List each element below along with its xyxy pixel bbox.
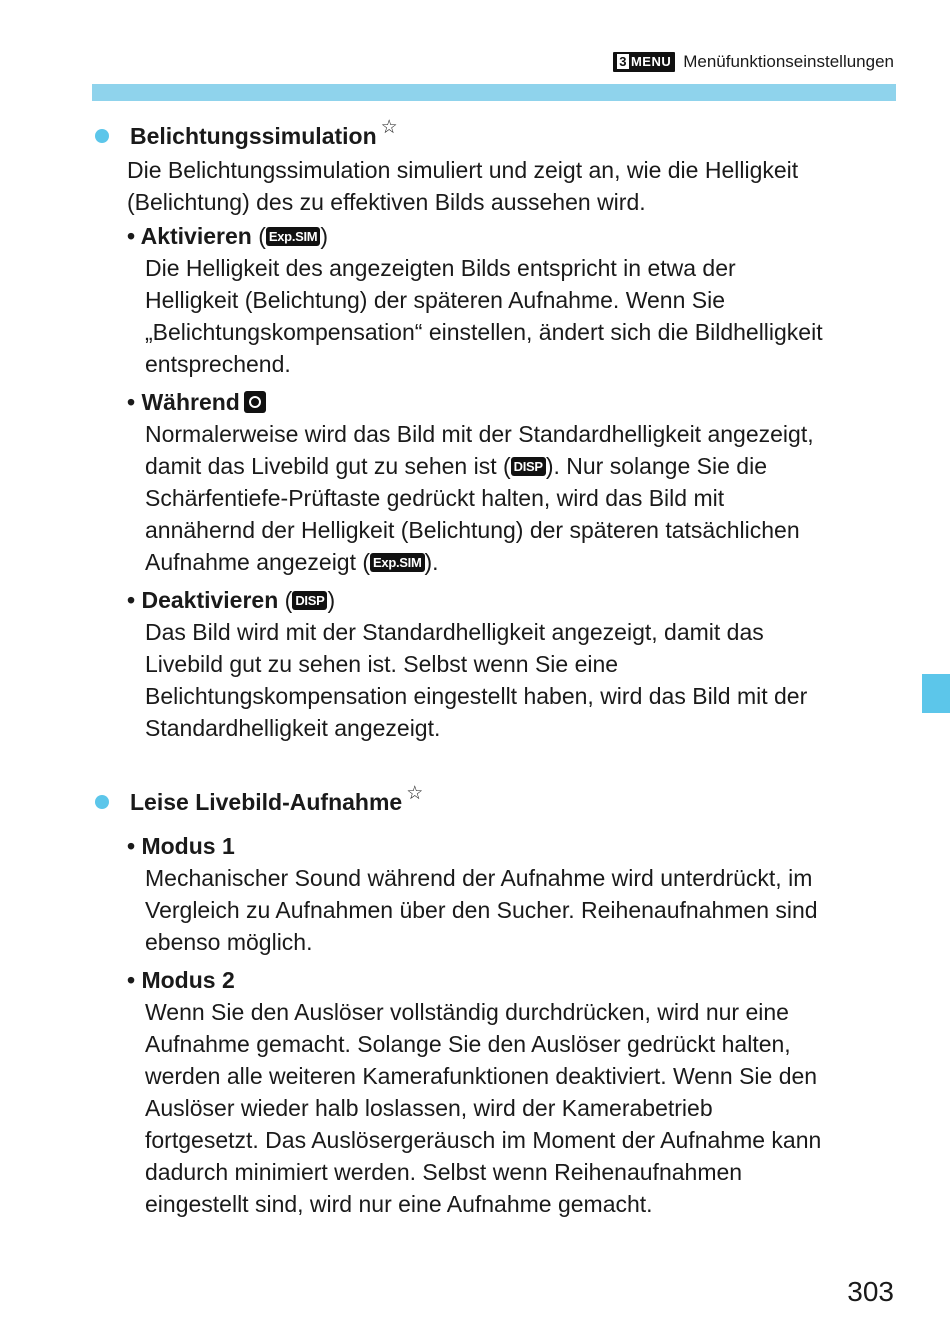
option-disable-text: Das Bild wird mit der Standardhelligkeit angezeigt, damit das Livebild gut zu sehen ist. Selbst wenn Sie eine Belichtungskompensation eingestellt haben, wird das Bild mit der Standardhelligkeit angezeigt. [145,619,808,741]
exp-sim-icon: Exp.SIM [266,227,320,246]
page-number: 303 [847,1276,894,1307]
option-mode-2-text: Wenn Sie den Auslöser vollständig durchdrücken, wird nur eine Aufnahme gemacht. Solange Sie den Auslöser gedrückt halten, werden alle weiteren Kamerafunktionen deaktiviert. Wenn Sie den Auslöser wieder halb loslassen, wird der Kamerabetrieb fortgesetzt. Das Auslösergeräusch im Moment der Aufnahme kann dadurch minimiert werden. Selbst wenn Reihenaufnahmen eingestellt sind, wird nur eine Aufnahme gemacht. [145,999,822,1217]
disp-icon: DISP [292,591,327,610]
star-icon: ☆ [380,117,398,138]
section-title-exposure-sim: Belichtungssimulation ☆ [92,118,896,154]
bullet-dot-icon [95,795,109,809]
section-intro: Die Belichtungssimulation simuliert und zeigt an, wie die Helligkeit (Belichtung) des zu effektiven Bilds aussehen wird. [127,157,799,215]
star-icon: ☆ [406,783,424,804]
page-content [92,118,896,1220]
option-enable-text: Die Helligkeit des angezeigten Bilds entspricht in etwa der Helligkeit (Belichtung) der späteren Aufnahme. Wenn Sie „Belichtungskompensation“ einstellen, ändert sich die Bildhelligkeit entsprechend. [145,255,823,377]
header-rule [92,84,896,101]
depth-of-field-icon [244,391,266,413]
section-title-silent-shooting: Leise Livebild-Aufnahme ☆ [92,784,896,820]
option-during: • Während [127,386,896,418]
header-title: Menüfunktionseinstellungen [683,52,894,71]
option-disable: • Deaktivieren ( DISP ) [127,587,336,613]
option-mode-1-text: Mechanischer Sound während der Aufnahme wird unterdrückt, im Vergleich zu Aufnahmen über den Sucher. Reihenaufnahmen sind ebenso möglich. [145,865,818,955]
page-header [613,50,894,74]
exp-sim-icon: Exp.SIM [370,553,424,572]
option-enable: • Aktivieren ( Exp.SIM ) [127,223,329,249]
option-during-text: Normalerweise wird das Bild mit der Standardhelligkeit angezeigt, damit das Livebild gut zu sehen ist ( DISP ). Nur solange Sie die Schärfentiefe-Prüftaste gedrückt halten, wird das Bild mit annähernd der Helligkeit (Belichtung) der späteren tatsächlichen Aufnahme angezeigt ( Exp.SIM ). [145,421,814,575]
option-mode-1: • Modus 1 [127,833,235,859]
chapter-tab [922,674,950,713]
menu-badge-icon: 3 MENU [613,52,675,72]
disp-icon: DISP [511,457,546,476]
option-mode-2: • Modus 2 [127,967,235,993]
bullet-dot-icon [95,129,109,143]
